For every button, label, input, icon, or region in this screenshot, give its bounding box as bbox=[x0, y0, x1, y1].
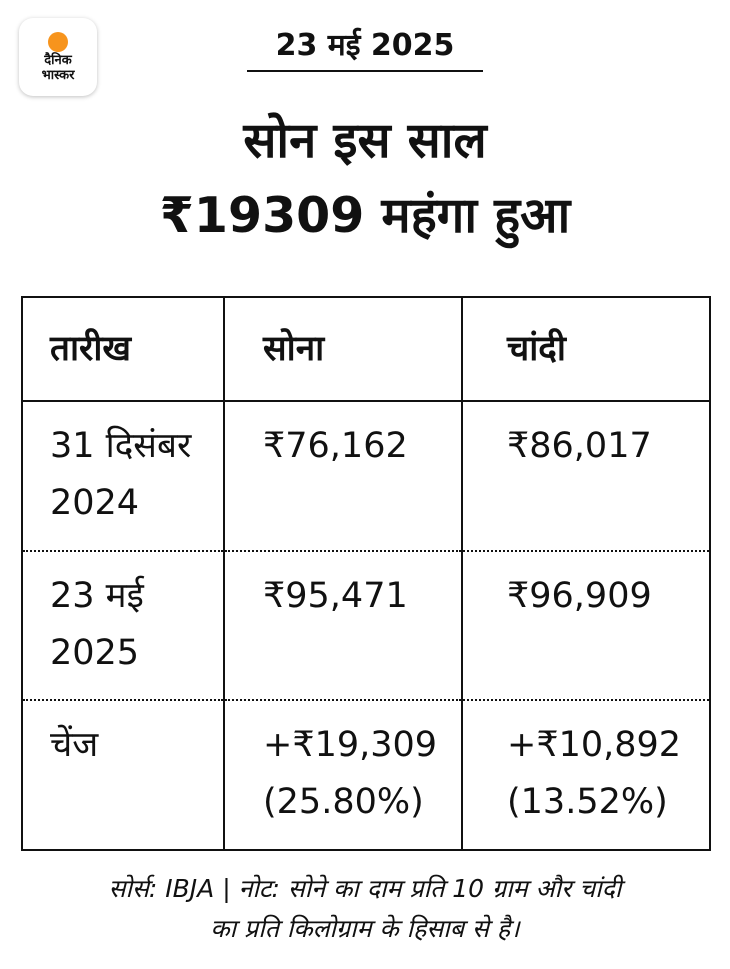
cell-line: 2024 bbox=[50, 483, 140, 523]
header-gold: सोना bbox=[224, 297, 462, 401]
headline bbox=[0, 103, 730, 253]
cell-gold bbox=[224, 401, 462, 551]
cell-gold bbox=[224, 700, 462, 850]
headline-line1: सोन इस साल bbox=[243, 112, 487, 169]
cell-line: +₹10,892 bbox=[507, 725, 682, 766]
logo-text-line2: भास्कर bbox=[41, 67, 75, 83]
footnote-line2: का प्रति किलोग्राम के हिसाब से है। bbox=[210, 914, 520, 943]
logo-text-line1: दैनिक bbox=[44, 52, 72, 68]
headline-line2: ₹19309 महंगा हुआ bbox=[159, 187, 571, 244]
cell-date bbox=[22, 551, 224, 701]
sun-icon bbox=[48, 32, 68, 52]
cell-line: (25.80%) bbox=[263, 782, 424, 823]
footnote bbox=[0, 869, 730, 949]
cell-line: +₹19,309 bbox=[263, 725, 438, 766]
cell-line: 23 मई bbox=[50, 575, 144, 616]
cell-line: ₹86,017 bbox=[507, 426, 652, 466]
cell-date bbox=[22, 401, 224, 551]
header-silver: चांदी bbox=[462, 297, 710, 401]
cell-gold bbox=[224, 551, 462, 701]
brand-logo bbox=[19, 18, 97, 96]
cell-line: 31 दिसंबर bbox=[50, 426, 192, 466]
cell-line: ₹96,909 bbox=[507, 575, 652, 616]
table-row bbox=[22, 551, 710, 701]
table-row bbox=[22, 700, 710, 850]
footnote-line1: सोर्स: IBJA | नोट: सोने का दाम प्रति 10 ग्राम और चांदी bbox=[108, 874, 622, 903]
table-row bbox=[22, 401, 710, 551]
cell-line: (13.52%) bbox=[507, 782, 668, 823]
cell-line: 2025 bbox=[50, 632, 140, 673]
cell-line: ₹76,162 bbox=[263, 426, 408, 466]
date-underline bbox=[247, 70, 483, 72]
cell-line: चेंज bbox=[50, 725, 99, 766]
cell-date bbox=[22, 700, 224, 850]
cell-line: ₹95,471 bbox=[263, 575, 408, 616]
cell-silver bbox=[462, 700, 710, 850]
header-date: तारीख bbox=[50, 328, 132, 369]
cell-silver bbox=[462, 401, 710, 551]
cell-silver bbox=[462, 551, 710, 701]
table-header-row bbox=[22, 297, 710, 401]
price-table bbox=[21, 296, 711, 851]
date-heading: 23 मई 2025 bbox=[275, 28, 455, 63]
